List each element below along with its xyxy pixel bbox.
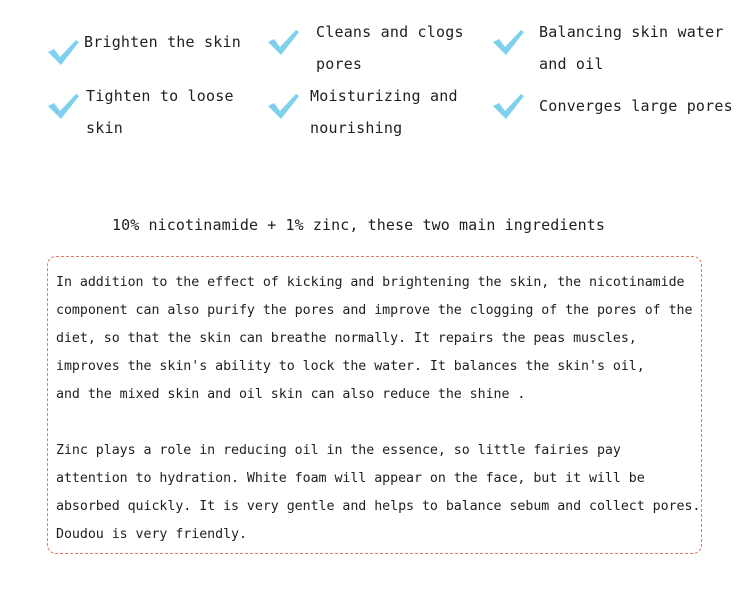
benefit-label: Tighten to loose skin	[86, 87, 234, 137]
benefit-item-cleans-pores	[266, 16, 476, 80]
check-icon	[46, 90, 80, 122]
benefit-item-balancing	[491, 16, 739, 80]
description-box	[47, 256, 702, 554]
description-paragraph-zinc: Zinc plays a role in reducing oil in the essence, so little fairies pay attention to hydration. White foam will appear on the face, but it will be absorbed quickly. It is very gentle and helps to balance sebum and collect pores. Doudou is very friendly.	[56, 443, 701, 542]
benefit-label: Moisturizing and nourishing	[310, 87, 458, 137]
check-icon	[491, 90, 525, 122]
ingredients-headline: 10% nicotinamide + 1% zinc, these two main ingredients	[112, 216, 606, 234]
benefit-label: Cleans and clogs pores	[316, 23, 464, 73]
benefit-item-brighten	[46, 26, 254, 68]
check-icon	[266, 90, 300, 122]
benefit-item-converges-pores	[491, 80, 739, 122]
description-paragraph-nicotinamide: In addition to the effect of kicking and brightening the skin, the nicotinamide component can also purify the pores and improve the clogging of the pores of the diet, so that the skin can breathe normally. It repairs the peas muscles, improves the skin's ability to lock the water. It balances the skin's oil, and the mixed skin and oil skin can also reduce the shine .	[56, 275, 693, 402]
benefit-item-moisturizing	[266, 80, 470, 144]
check-icon	[46, 36, 80, 68]
check-icon	[491, 26, 525, 58]
benefit-item-tighten	[46, 80, 256, 144]
check-icon	[266, 26, 300, 58]
benefit-label: Balancing skin water and oil	[539, 23, 724, 73]
benefit-label: Converges large pores	[539, 97, 733, 115]
benefit-label: Brighten the skin	[84, 33, 241, 51]
